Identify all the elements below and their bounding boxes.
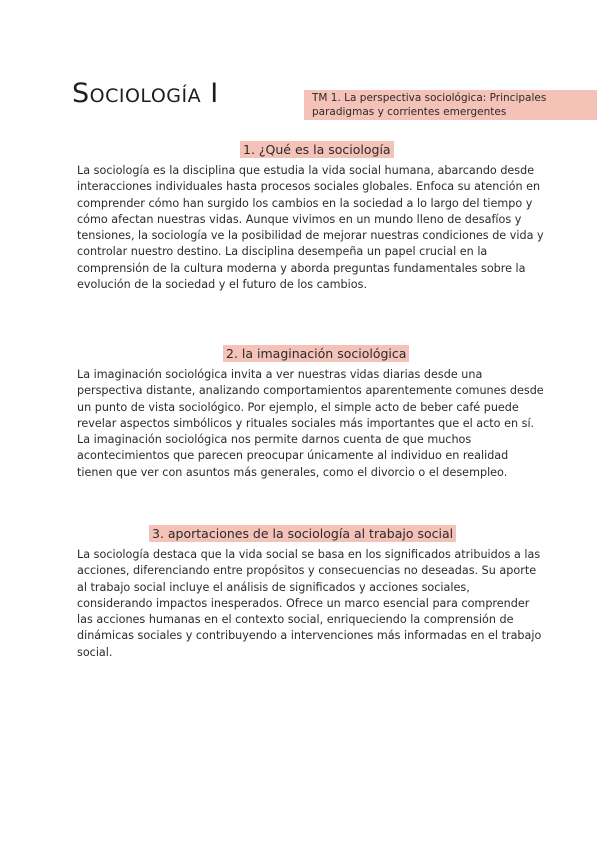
topic-tag: TM 1. La perspectiva sociológica: Principales paradigmas y corrientes emergentes — [304, 90, 597, 120]
section-paragraph-2: La imaginación sociológica invita a ver nuestras vidas diarias desde una perspectiva distante, analizando comportamientos aparentemente comunes desde un punto de vista sociológico. Por ejemplo, el simple acto de beber café puede revelar aspectos simbólicos y rituales sociales más importantes que el acto en sí. La imaginación sociológica nos permite darnos cuenta de que muchos acontecimientos que parecen preocupar únicamente al individuo en realidad tienen que ver con asuntos más generales, como el divorcio o el desempleo. — [77, 368, 544, 479]
section-heading-1: 1. ¿Qué es la sociología — [240, 141, 394, 158]
section-heading-2: 2. la imaginación sociológica — [223, 345, 409, 362]
section-paragraph-3: La sociología destaca que la vida social se basa en los significados atribuidos a las acciones, diferenciando entre propósitos y consecuencias no deseadas. Su aporte al trabajo social incluye el análisis de significados y acciones sociales, considerando impactos inesperados. Ofrece un marco esencial para comprender las acciones humanas en el contexto social, enriqueciendo la comprensión de dinámicas sociales y contribuyendo a intervenciones más informadas en el trabajo social. — [77, 548, 542, 659]
section-heading-3: 3. aportaciones de la sociología al trabajo social — [149, 525, 456, 542]
section-paragraph-1: La sociología es la disciplina que estudia la vida social humana, abarcando desde interacciones individuales hasta procesos sociales globales. Enfoca su atención en comprender cómo han surgido los cambios en la sociedad a lo largo del tiempo y cómo afectan nuestras vidas. Aunque vivimos en un mundo lleno de desafíos y tensiones, la sociología ve la posibilidad de mejorar nuestras condiciones de vida y controlar nuestro destino. La disciplina desempeña un papel crucial en la comprensión de la cultura moderna y aborda preguntas fundamentales sobre la evolución de la sociedad y el futuro de los cambios. — [77, 164, 544, 292]
document-title: Sociología I — [72, 78, 219, 109]
